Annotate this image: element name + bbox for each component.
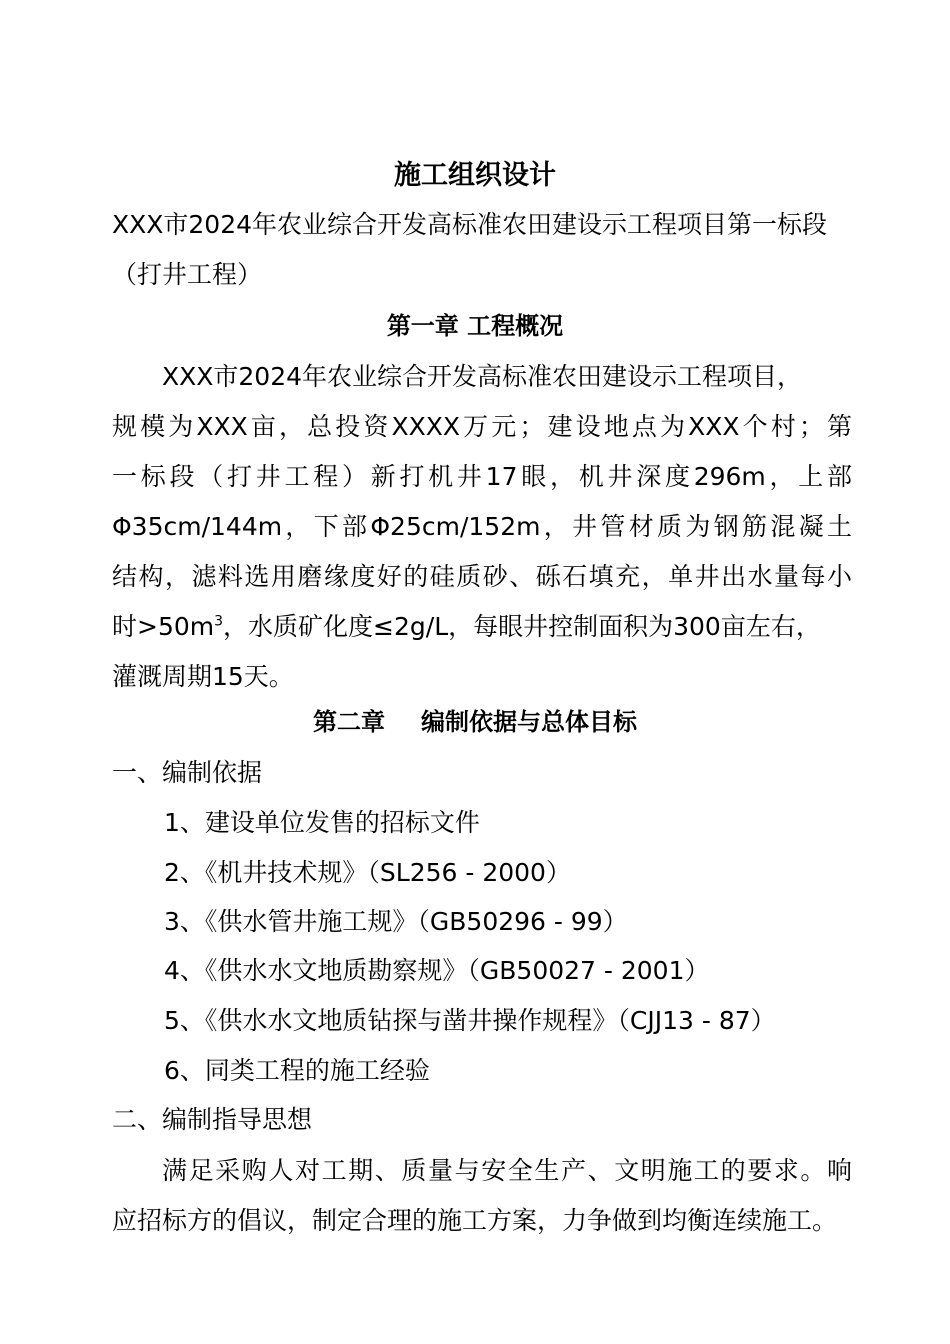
paragraph-line xyxy=(112,602,852,652)
guidance-paragraph xyxy=(112,1146,852,1246)
chapter-2-title: 编制依据与总体目标 xyxy=(421,708,637,736)
paragraph-line-rest: ，水质矿化度≤2g/L，每眼井控制面积为300亩左右， xyxy=(223,612,821,641)
project-subtitle: XXX市2024年农业综合开发高标准农田建设示工程项目第一标段（打井工程） xyxy=(112,210,828,289)
flow-rate-text: 时>50m xyxy=(112,612,215,641)
section-heading-guidance: 二、编制指导思想 xyxy=(112,1105,313,1134)
chapter-2-heading xyxy=(0,700,950,744)
paragraph-line: 结构，滤料选用磨缘度好的硅质砂、砾石填充，单井出水量每小 xyxy=(112,562,852,591)
list-item: 4、《供水水文地质勘察规》（GB50027 - 2001） xyxy=(164,956,710,985)
list-item: 1、建设单位发售的招标文件 xyxy=(164,808,480,837)
paragraph-line: 一标段（打井工程）新打机井17眼，机井深度296m，上部 xyxy=(112,462,852,491)
chapter-1-paragraph xyxy=(112,352,852,702)
list-item: 3、《供水管井施工规》（GB50296 - 99） xyxy=(164,907,628,936)
chapter-2-number: 第二章 xyxy=(313,708,385,736)
list-item: 2、《机井技术规》（SL256 - 2000） xyxy=(164,858,571,887)
paragraph-line: 规模为XXX亩，总投资XXXX万元；建设地点为XXX个村；第 xyxy=(112,412,852,441)
document-title: 施工组织设计 xyxy=(394,160,556,191)
paragraph-line: 满足采购人对工期、质量与安全生产、文明施工的要求。响 xyxy=(162,1156,852,1185)
section-heading-basis: 一、编制依据 xyxy=(112,758,263,787)
list-item: 6、同类工程的施工经验 xyxy=(164,1056,430,1085)
superscript-three: 3 xyxy=(214,613,224,630)
paragraph-line: XXX市2024年农业综合开发高标准农田建设示工程项目， xyxy=(162,362,803,391)
list-item: 5、《供水水文地质钻探与凿井操作规程》（CJJ13 - 87） xyxy=(164,1006,776,1035)
paragraph-line: Φ35cm/144m，下部Φ25cm/152m，井管材质为钢筋混凝土 xyxy=(112,512,852,541)
paragraph-line: 灌溉周期15天。 xyxy=(112,662,294,691)
paragraph-line: 应招标方的倡议，制定合理的施工方案，力争做到均衡连续施工。 xyxy=(112,1206,838,1235)
chapter-1-heading: 第一章 工程概况 xyxy=(386,312,564,340)
